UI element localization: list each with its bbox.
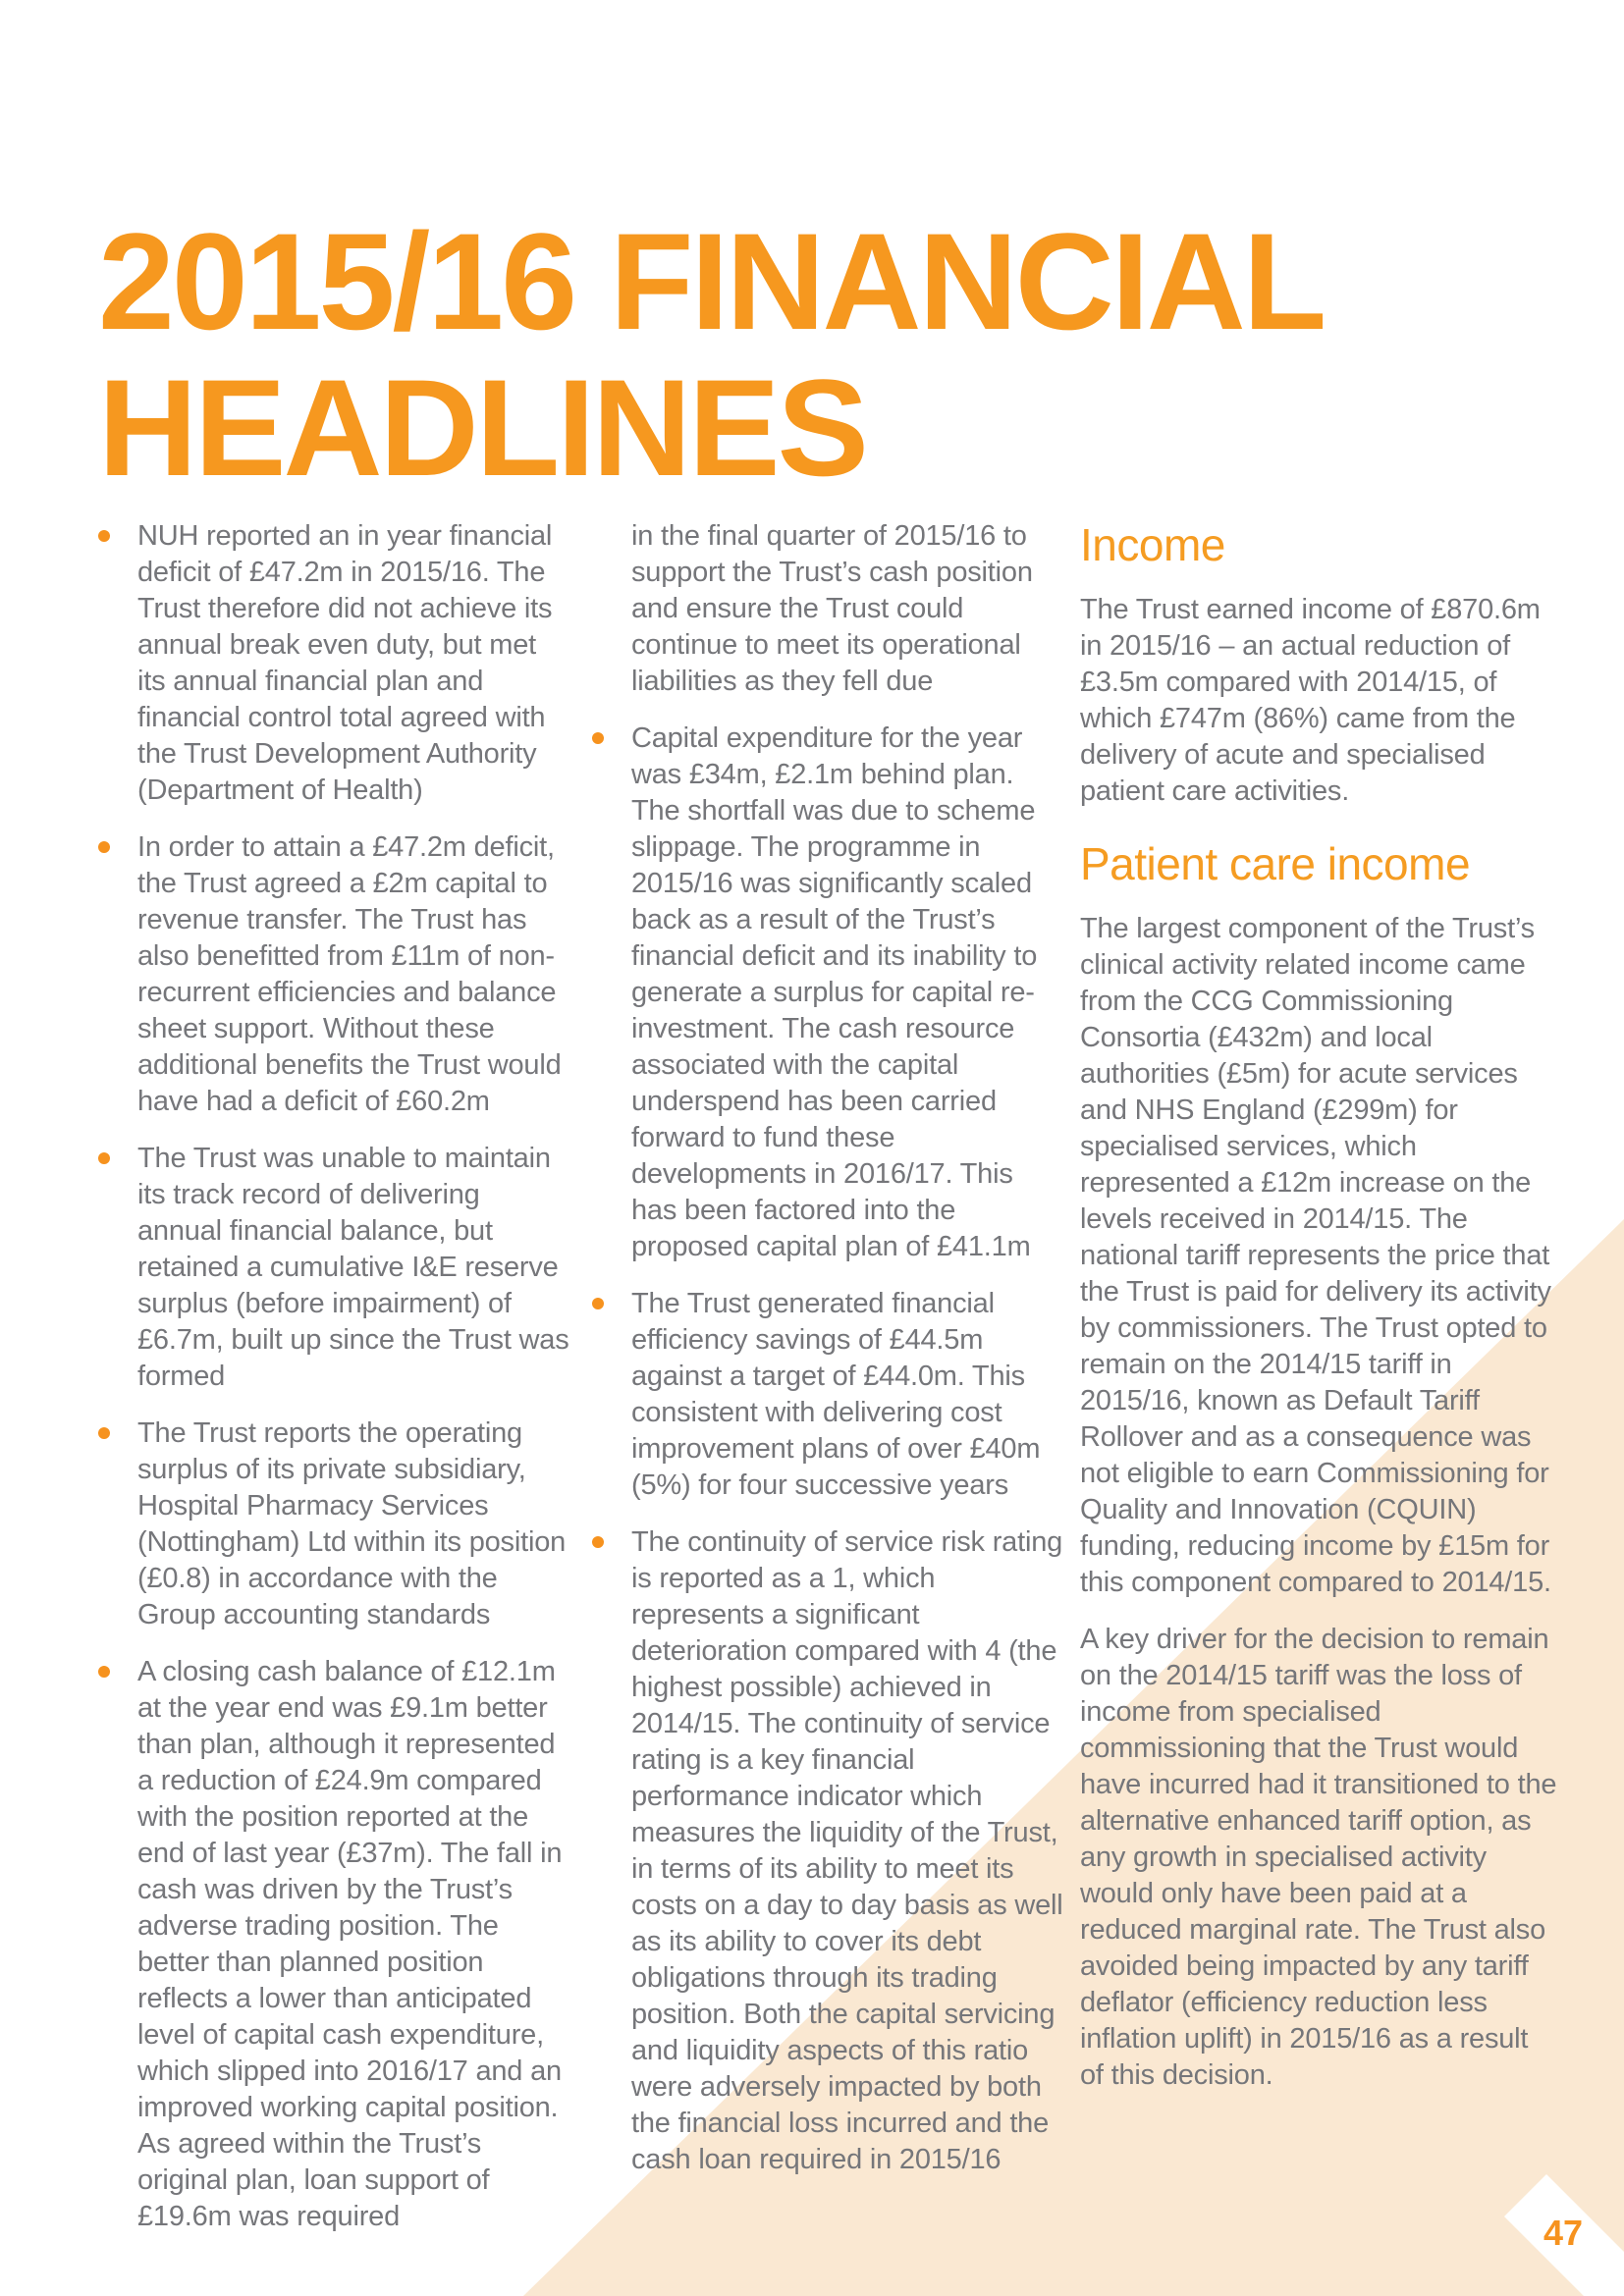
- patient-care-paragraph-1: The largest component of the Trust’s clinical activity related income came from the CCG Commissioning Consortia (£432m) and local authorities (£5m) for acute services and NHS England (£299m) for specialised services, which represented a £12m increase on the levels received in 2014/15. The national tariff represents the price that the Trust is paid for delivery its activity by commissioners. The Trust opted to remain on the 2014/15 tariff in 2015/16, known as Default Tariff Rollover and as a consequence was not eligible to earn Commissioning for Quality and Innovation (CQUIN) funding, reducing income by £15m for this component compared to 2014/15.: [1080, 913, 1551, 1598]
- bullet-list-1: [95, 518, 569, 2235]
- bullet-icon: [592, 732, 604, 744]
- list-item: [137, 829, 569, 1120]
- continuation-paragraph: in the final quarter of 2015/16 to support the Trust’s cash position and ensure the Trust could continue to meet its operational liabilities as they fell due: [631, 520, 1033, 697]
- bullet-text: The Trust was unable to maintain its track record of delivering annual financial balance, but retained a cumulative I&E reserve surplus (before impairment) of £6.7m, built up since the Trust was formed: [137, 1143, 569, 1392]
- bullet-text: In order to attain a £47.2m deficit, the Trust agreed a £2m capital to revenue transfer. The Trust has also benefitted from £11m of non-recurrent efficiencies and balance sheet support. Without these additional benefits the Trust would have had a deficit of £60.2m: [137, 831, 562, 1117]
- bullet-list-2: [589, 721, 1063, 2178]
- column-1: [95, 518, 569, 2256]
- page-title: [98, 204, 1325, 505]
- list-item: [137, 1141, 569, 1395]
- bullet-icon: [98, 1427, 110, 1439]
- bullet-icon: [98, 841, 110, 853]
- patient-care-paragraph-2: A key driver for the decision to remain on the 2014/15 tariff was the loss of income from specialised commissioning that the Trust would have incurred had it transitioned to the alternative enhanced tariff option, as any growth in specialised activity would only have been paid at a reduced marginal rate. The Trust also avoided being impacted by any tariff deflator (efficiency reduction less inflation uplift) in 2015/16 as a result of this decision.: [1080, 1624, 1557, 2091]
- bullet-text: A closing cash balance of £12.1m at the year end was £9.1m better than plan, although it represented a reduction of £24.9m compared with the position reported at the end of last year (£37m). The fall in cash was driven by the Trust’s adverse trading position. The better than planned position reflects a lower than anticipated level of capital cash expenditure, which slipped into 2016/17 and an improved working capital position. As agreed within the Trust’s original plan, loan support of £19.6m was required: [137, 1656, 563, 2232]
- column-2: [589, 518, 1063, 2199]
- page-title-line1: 2015/16 FINANCIAL: [98, 204, 1325, 358]
- income-paragraph: The Trust earned income of £870.6m in 2015/16 – an actual reduction of £3.5m compared with 2014/15, of which £747m (86%) came from the delivery of acute and specialised patient care activities.: [1080, 594, 1541, 807]
- bullet-icon: [592, 1536, 604, 1548]
- list-item: [137, 1654, 569, 2235]
- list-item: [631, 721, 1063, 1265]
- bullet-icon: [592, 1298, 604, 1309]
- bullet-icon: [98, 1666, 110, 1678]
- section-heading-income: Income: [1080, 519, 1225, 570]
- list-item: [137, 518, 569, 809]
- bullet-text: The continuity of service risk rating is reported as a 1, which represents a significant deterioration compared with 4 (the highest possible) achieved in 2014/15. The continuity of service rating is a key financial performance indicator which measures the liquidity of the Trust, in terms of its ability to meet its costs on a day to day basis as well as its ability to cover its debt obligations through its trading position. Both the capital servicing and liquidity aspects of this ratio were adversely impacted by both the financial loss incurred and the cash loan required in 2015/16: [631, 1526, 1063, 2175]
- list-item: [137, 1415, 569, 1633]
- bullet-text: Capital expenditure for the year was £34m, £2.1m behind plan. The shortfall was due to scheme slippage. The programme in 2015/16 was significantly scaled back as a result of the Trust’s financial deficit and its inability to generate a surplus for capital re-investment. The cash resource associated with the capital underspend has been carried forward to fund these developments in 2016/17. This has been factored into the proposed capital plan of £41.1m: [631, 722, 1038, 1262]
- bullet-text: NUH reported an in year financial deficit of £47.2m in 2015/16. The Trust therefore did not achieve its annual break even duty, but met its annual financial plan and financial control total agreed with the Trust Development Authority (Department of Health): [137, 520, 553, 806]
- bullet-text: The Trust reports the operating surplus of its private subsidiary, Hospital Pharmacy Services (Nottingham) Ltd within its position (£0.8) in accordance with the Group accounting standards: [137, 1417, 567, 1630]
- column-3: [1080, 518, 1558, 2114]
- page-title-line2: HEADLINES: [98, 350, 866, 505]
- bullet-icon: [98, 1152, 110, 1164]
- bullet-icon: [98, 530, 110, 542]
- section-heading-patient-care-income: Patient care income: [1080, 838, 1471, 889]
- list-item: [631, 1286, 1063, 1504]
- list-item: [631, 1524, 1063, 2178]
- bullet-text: The Trust generated financial efficiency savings of £44.5m against a target of £44.0m. This consistent with delivering cost improvement plans of over £40m (5%) for four successive years: [631, 1288, 1041, 1501]
- page-number: 47: [1543, 2213, 1584, 2253]
